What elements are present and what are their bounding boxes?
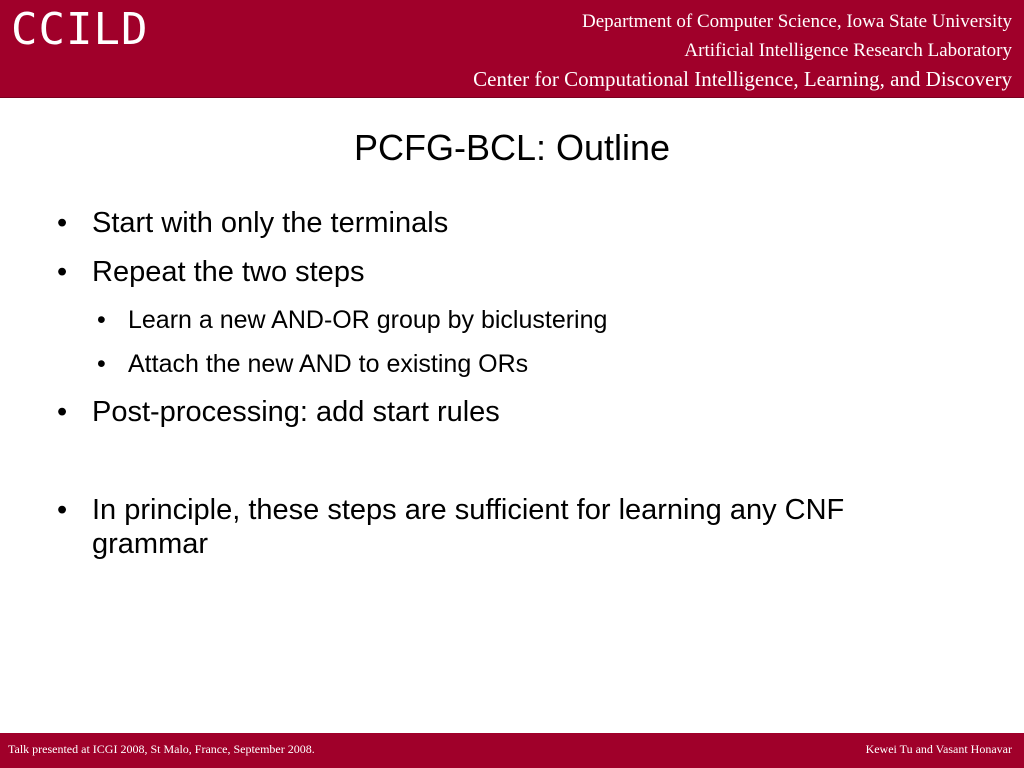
bullet-marker: • <box>97 350 106 378</box>
bullet-text: Attach the new AND to existing ORs <box>128 350 529 378</box>
affiliation-line-lab: Artificial Intelligence Research Laboratory <box>684 40 1012 61</box>
bullet-item <box>57 206 917 240</box>
bullet-text: Repeat the two steps <box>92 256 365 288</box>
sub-bullet-item <box>97 349 897 379</box>
ccild-logo: CCILD <box>11 4 149 55</box>
bullet-marker: • <box>57 207 68 239</box>
footer-banner <box>0 733 1024 768</box>
bullet-marker: • <box>97 306 106 334</box>
sub-bullet-item <box>97 305 897 335</box>
affiliation-line-department: Department of Computer Science, Iowa State University <box>581 11 1012 32</box>
bullet-item <box>57 493 917 561</box>
affiliation-line-center: Center for Computational Intelligence, Learning, and Discovery <box>473 67 1012 91</box>
footer-talk-info: Talk presented at ICGI 2008, St Malo, France, September 2008. <box>8 742 315 756</box>
bullet-text: In principle, these steps are sufficient for learning any CNF grammar <box>92 494 845 560</box>
slide-title: PCFG-BCL: Outline <box>353 127 671 168</box>
bullet-marker: • <box>57 256 68 288</box>
bullet-marker: • <box>57 494 68 526</box>
bullet-text: Start with only the terminals <box>92 207 449 239</box>
bullet-marker: • <box>57 396 68 428</box>
bullet-item <box>57 255 917 289</box>
bullet-item <box>57 395 917 429</box>
bullet-text: Post-processing: add start rules <box>92 396 500 428</box>
bullet-text: Learn a new AND-OR group by biclustering <box>128 306 608 334</box>
footer-authors: Kewei Tu and Vasant Honavar <box>865 742 1012 756</box>
header-banner <box>0 0 1024 98</box>
affiliation-block <box>473 7 1012 94</box>
